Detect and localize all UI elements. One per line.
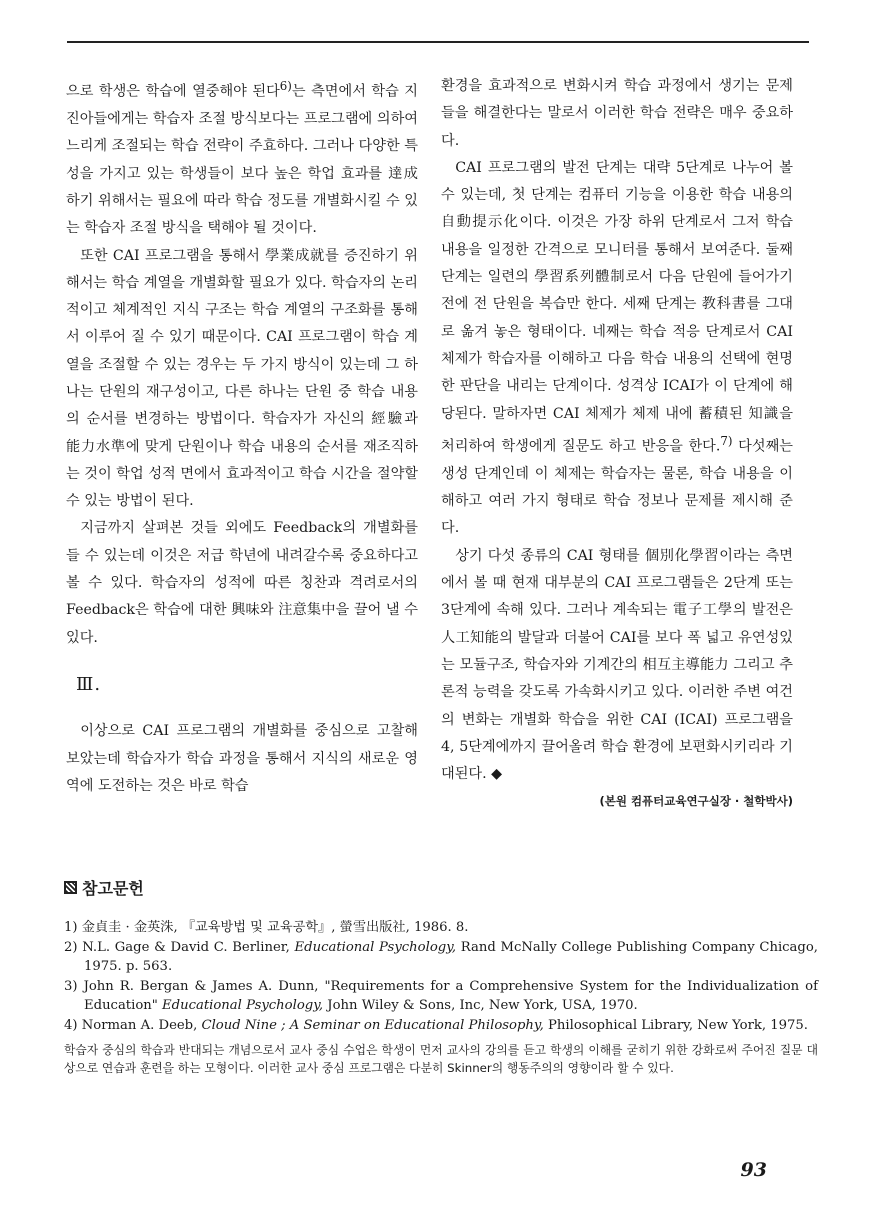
left-paragraph-2: 또한 CAI 프로그램을 통해서 學業成就를 증진하기 위해서는 학습 계열을 개별화할 필요가 있다. 학습자의 논리적이고 체계적인 지식 구조는 학습 계열의 구조화를 통해서 이루어 질 수 있기 때문이다. CAI 프로그램이 학습 계열을 조절할 수 있는 경우는 두 가지 방식이 있는데 그 하나는 단원의 재구성이고, 다른 하나는 단원 중 학습 내용의 순서를 변경하는 방법이다. 학습자가 자신의 經驗과 能力水準에 맞게 단원이나 학습 내용의 순서를 재조직하는 것이 학업 성적 면에서 효과적이고 학습 시간을 절약할 수 있는 방법이 된다. bbox=[66, 247, 418, 510]
references-title: 참고문헌 bbox=[64, 876, 818, 899]
reference-4: 4) Norman A. Deeb, Cloud Nine ; A Seminar on Educational Philosophy, Philosophical Library, New York, 1975. bbox=[64, 1017, 809, 1033]
reference-note: 학습자 중심의 학습과 반대되는 개념으로서 교사 중심 수업은 학생이 먼저 교사의 강의를 듣고 학생의 이해를 굳히기 위한 강화로써 주어진 질문 대상으로 연습과 훈련을 하는 모형이다. 이러한 교사 중심 프로그램은 다분히 Skinner의 행동주의의 영향이라 할 수 있다. bbox=[64, 1042, 818, 1076]
end-mark-icon: ◆ bbox=[491, 766, 503, 783]
footnote-ref-6: 6) bbox=[279, 79, 292, 93]
right-paragraph-2: CAI 프로그램의 발전 단계는 대략 5단계로 나누어 볼 수 있는데, 첫 단계는 컴퓨터 기능을 이용한 학습 내용의 自動提示化이다. 이것은 가장 하위 단계로서 그저 학습 내용을 일정한 간격으로 모니터를 통해서 보여준다. 둘째 단계는 일련의 學習系列體制로서 다음 단원에 들어가기 전에 전 단원을 복습만 한다. 세째 단계는 教科書를 그대로 옮겨 놓은 형태이다. 네째는 학습 적응 단계로서 CAI체제가 학습자를 이해하고 다음 학습 내용의 선택에 현명한 판단을 내리는 단계이다. 성격상 ICAI가 이 단계에 해당된다. 말하자면 CAI 체제가 체제 내에 蓄積된 知識을 처리하여 학생에게 질문도 하고 반응을 한다.$^{7)}$ 다섯째는 생성 단계인데 이 체제는 학습자는 물론, 학습 내용을 이해하고 여러 가지 형태로 학습 정보나 문제를 제시해 준다. bbox=[441, 159, 793, 537]
page-number: 93 bbox=[740, 1159, 767, 1181]
left-column bbox=[66, 73, 418, 800]
reference-1: 1) 金貞圭 · 金英洙, 『교육방법 및 교육공학』, 螢雪出版社, 1986. 8. bbox=[64, 920, 469, 935]
right-column bbox=[441, 73, 793, 816]
left-paragraph-4: 이상으로 CAI 프로그램의 개별화를 중심으로 고찰해 보았는데 학습자가 학습 과정을 통해서 지식의 새로운 영역에 도전하는 것은 바로 학습 bbox=[66, 723, 418, 794]
square-bullet-icon bbox=[64, 881, 77, 894]
reference-3: 3) John R. Bergan & James A. Dunn, "Requirements for a Comprehensive System for the Individualization of Education" Educational Psychology, John Wiley & Sons, Inc, New York, USA, 1970. bbox=[64, 978, 818, 1014]
references-section bbox=[64, 876, 818, 1078]
left-paragraph-3: 지금까지 살펴본 것들 외에도 Feedback의 개별화를 들 수 있는데 이것은 저급 학년에 내려갈수록 중요하다고 볼 수 있다. 학습자의 성적에 따른 칭찬과 격려로서의 Feedback은 학습에 대한 興味와 注意集中을 끌어 낼 수 있다. bbox=[66, 520, 418, 646]
section-heading: Ⅲ. bbox=[76, 673, 102, 695]
top-rule bbox=[67, 41, 809, 43]
right-paragraph-3: 상기 다섯 종류의 CAI 형태를 個別化學習이라는 측면에서 볼 때 현재 대부분의 CAI 프로그램들은 2단계 또는 3단계에 속해 있다. 그러나 계속되는 電子工學의 발전은 人工知能의 발달과 더불어 CAI를 보다 폭 넓고 유연성있는 모듈구조, 학습자와 기계간의 相互主導能力 그리고 추론적 능력을 갖도록 가속화시키고 있다. 이러한 주변 여건의 변화는 개별화 학습을 위한 CAI (ICAI) 프로그램을 4, 5단계에까지 끌어올려 학습 환경에 보편화시키리라 기대된다. ◆ bbox=[441, 547, 793, 783]
footnote-ref-7: 7) bbox=[720, 433, 733, 448]
reference-2: 2) N.L. Gage & David C. Berliner, Educational Psychology, Rand McNally College Publishing Company Chicago, 1975. p. 563. bbox=[64, 939, 818, 975]
left-paragraph-1: 으로 학생은 학습에 열중해야 된다$^{6)}$는 측면에서 학습 지진아들에게는 학습자 조절 방식보다는 프로그램에 의하여 느리게 조절되는 학습 전략이 주효하다. 그러나 다양한 특성을 가지고 있는 학생들이 보다 높은 학업 효과를 達成하기 위해서는 필요에 따라 학습 정도를 개별화시킬 수 있는 학습자 조절 방식을 택해야 될 것이다. bbox=[66, 79, 418, 237]
right-paragraph-1: 환경을 효과적으로 변화시켜 학습 과정에서 생기는 문제들을 해결한다는 말로서 이러한 학습 전략은 매우 중요하다. bbox=[441, 78, 793, 149]
author-affiliation: (본원 컴퓨터교육연구실장 · 철학박사) bbox=[599, 794, 793, 809]
